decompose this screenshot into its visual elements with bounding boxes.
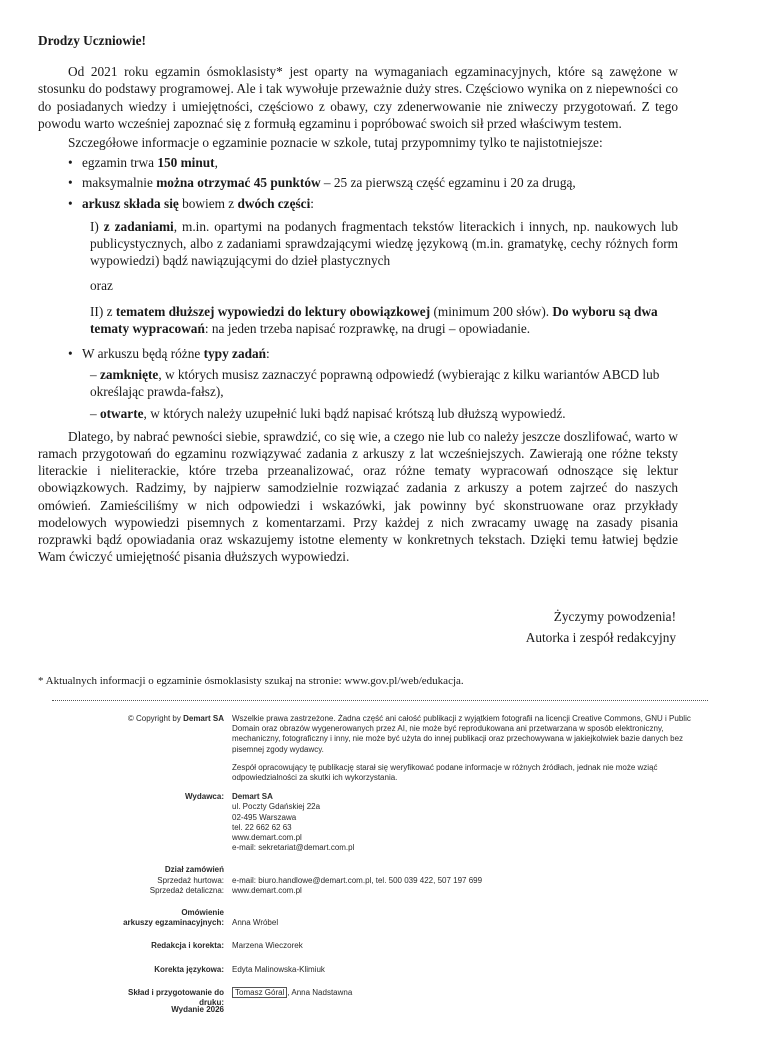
language-value: Edyta Malinowska-Klimiuk	[232, 964, 325, 974]
paragraph-intro: Od 2021 roku egzamin ósmoklasisty* jest oparty na wymaganiach egzaminacyjnych, które są zawężone w stosunku do podstawy programowej. Ale i tak wywołuje przeważnie duży stres. Częściowo wynika on z niepewności co do posiadanych wiedzy i umiejętności, częściowo z obawy, czy zdenerwowanie nie zniweczy przygotowań. Z tego powodu warto wcześniej zapoznać się z formułą egzaminu i popróbować swoich sił przed właściwym testem.	[38, 64, 678, 131]
publisher-email: e-mail: sekretariat@demart.com.pl	[232, 843, 355, 853]
orders-label: Dział zamówień	[164, 865, 224, 875]
copyright-row	[110, 714, 710, 783]
rights-text: Wszelkie prawa zastrzeżone. Żadna część ani całość publikacji z wyjątkiem fotografii na licencji Creative Commons, GNU i Public Domain oraz obrazów wygenerowanych przez AI, nie może być reprodukowana ani przetwarzana w sposób elektroniczny, mechaniczny, fotograficzny i inny, nie może być użyta do innej publikacji oraz przechowywana w jakiejkolwiek bazie danych bez pisemnej zgody wydawcy.	[232, 714, 691, 754]
editing-label: Redakcja i korekta:	[151, 941, 224, 951]
disclaimer-text: Zespół opracowujący tę publikację starał się weryfikować podane informacje w różnych źródłach, jednak nie może wziąć odpowiedzialności za skutki ich wykorzystania.	[232, 762, 658, 783]
part-one: I) z zadaniami, m.in. opartymi na podanych fragmentach tekstów literackich i innych, np. naukowych lub publicystycznych, albo z zadaniami sprawdzającymi wiedzę językową (m.in. gramatykę, cechy różnych form wypowiedzi) bądź nawiązującymi do dzieł plastycznych	[90, 218, 678, 269]
publisher-label: Wydawca:	[185, 792, 224, 802]
editing-value: Marzena Wieczorek	[232, 941, 303, 951]
language-label: Korekta językowa:	[154, 964, 224, 974]
review-value: Anna Wróbel	[232, 918, 279, 928]
task-closed: – zamknięte, w których musisz zaznaczyć poprawną odpowiedź (wybierając z kilku wariantów ABCD lub określając prawda-fałsz),	[90, 367, 660, 400]
dtp-label: Skład i przygotowanie do druku:	[127, 987, 224, 1008]
edition-label: Wydanie 2026	[171, 1005, 224, 1014]
review-label-2: arkuszy egzaminacyjnych:	[123, 918, 224, 928]
letter	[38, 32, 678, 565]
retail-row	[110, 886, 710, 896]
review-label-1: Omówienie	[181, 908, 224, 918]
dtp-value: , Anna Nadstawna	[287, 987, 353, 997]
publisher-address: ul. Poczty Gdańskiej 22a	[232, 802, 321, 812]
wholesale-row	[110, 876, 710, 886]
signature-block	[526, 606, 676, 648]
wishes-line: Życzymy powodzenia!	[553, 609, 676, 624]
dotted-divider	[52, 700, 708, 701]
imprint	[110, 714, 710, 1008]
publisher-phone: tel. 22 662 62 63	[232, 822, 292, 832]
review-row	[110, 908, 710, 928]
editing-row	[110, 941, 710, 951]
language-row	[110, 965, 710, 975]
publisher-row	[110, 792, 710, 853]
dtp-value-boxed: Tomasz Góral	[232, 987, 287, 998]
fact-task-types: • W arkuszu będą różne typy zadań:	[68, 345, 678, 362]
wholesale-label: Sprzedaż hurtowa:	[157, 875, 224, 885]
authors-line: Autorka i zespół redakcyjny	[525, 630, 676, 645]
fact-points: • maksymalnie można otrzymać 45 punktów – 25 za pierwszą część egzaminu i 20 za drugą,	[68, 174, 678, 191]
part-two: II) z tematem dłuższej wypowiedzi do lektury obowiązkowej (minimum 200 słów). Do wyboru są dwa tematy wypracowań: na jeden trzeba napisać rozprawkę, na drugi – opowiadanie.	[90, 303, 658, 336]
footnote: * Aktualnych informacji o egzaminie ósmoklasisty szukaj na stronie: www.gov.pl/web/edukacja.	[38, 675, 464, 687]
fact-duration: • egzamin trwa 150 minut,	[68, 154, 678, 171]
publisher-name: Demart SA	[232, 792, 273, 802]
paragraph-info: Szczegółowe informacje o egzaminie poznacie w szkole, tutaj przypomnimy tylko te najistotniejsze:	[68, 135, 603, 151]
greeting: Drodzy Uczniowie!	[38, 33, 146, 48]
retail-label: Sprzedaż detaliczna:	[149, 885, 224, 895]
task-open: – otwarte, w których należy uzupełnić luki bądź napisać krótszą lub dłuższą wypowiedź.	[90, 405, 566, 421]
facts-list	[38, 154, 678, 212]
publisher-city: 02-495 Warszawa	[232, 812, 297, 822]
oraz-text: oraz	[90, 278, 113, 294]
fact-parts: • arkusz składa się bowiem z dwóch części:	[68, 195, 678, 212]
orders-header-row	[110, 865, 710, 875]
copyright-label: © Copyright by Demart SA	[127, 714, 224, 723]
publisher-website: www.demart.com.pl	[232, 833, 302, 843]
paragraph-advice: Dlatego, by nabrać pewności siebie, sprawdzić, co się wie, a czego nie lub co należy jeszcze doszlifować, warto w ramach przygotowań do egzaminu rozwiązywać zadania z arkuszy z lat wcześniejszych. Zawierają one różne teksty literackie i nieliterackie, które trzeba przeanalizować, oraz różne tematy wypracowań odnoszące się lektur obowiązkowych. Radzimy, by najpierw samodzielnie rozwiązać zadania z arkuszy a potem zajrzeć do naszych omówień. Zamieściliśmy w nich odpowiedzi i wskazówki, jak powinny być skonstruowane oraz przykłady modelowych wypowiedzi pisemnych z komentarzami. Przy każdej z nich zwracamy uwagę na zasady pisania rozprawki bądź opowiadania oraz wskazujemy istotne elementy w konkretnych tekstach. Dzięki temu łatwiej będzie Wam ćwiczyć umiejętność pisania dłuższych wypowiedzi.	[38, 428, 678, 565]
wholesale-value: e-mail: biuro.handlowe@demart.com.pl, tel. 500 039 422, 507 197 699	[232, 875, 483, 885]
retail-value: www.demart.com.pl	[232, 885, 302, 895]
